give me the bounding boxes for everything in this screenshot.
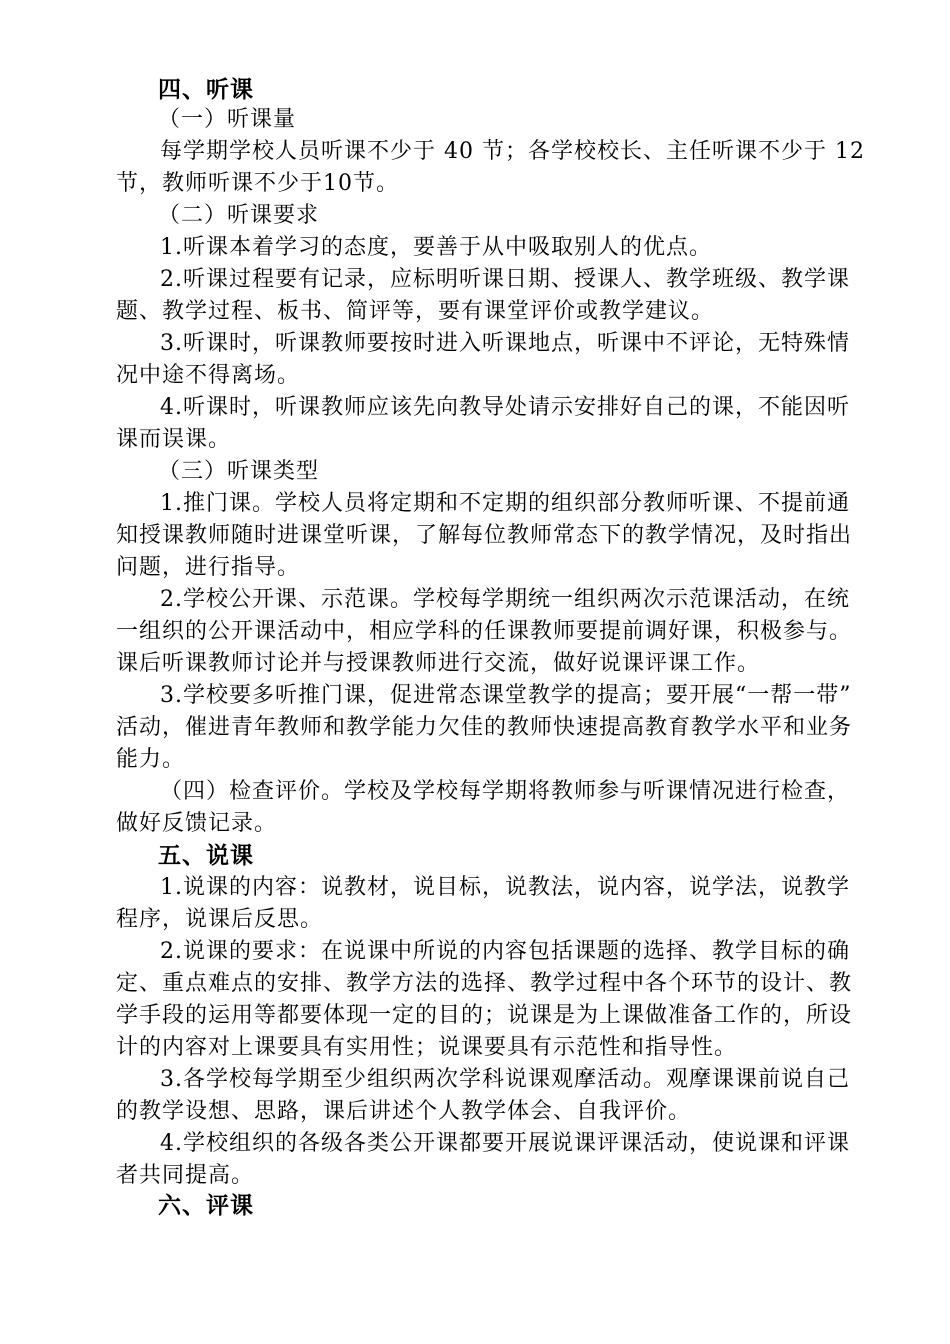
text-line: （三）听课类型 [158,459,320,484]
text-line: 课后听课教师讨论并与授课教师进行交流，做好说课评课工作。 [116,651,761,676]
text-line: 1.说课的内容：说教材，说目标，说教法，说内容，说学法，说教学 [160,875,850,900]
text-line: 问题，进行指导。 [116,555,301,580]
text-line: 能力。 [116,747,186,772]
text-line: 3.听课时，听课教师要按时进入听课地点，听课中不评论，无特殊情 [160,331,850,356]
text-line: 题、教学过程、板书、简评等，要有课堂评价或教学建议。 [116,299,715,324]
text-line: 做好反馈记录。 [116,811,278,836]
text-line: 的教学设想、思路，课后讲述个人教学体会、自我评价。 [116,1099,692,1124]
text-line: 2.学校公开课、示范课。学校每学期统一组织两次示范课活动，在统 [160,587,850,612]
text-line: （四）检查评价。学校及学校每学期将教师参与听课情况进行检查， [160,779,851,804]
text-line: 节，教师听课不少于10节。 [116,171,399,196]
text-line: 课而误课。 [116,427,232,452]
text-line: 程序，说课后反思。 [116,907,324,932]
text-line: 1.听课本着学习的态度，要善于从中吸取别人的优点。 [160,235,712,260]
text-line: 4.听课时，听课教师应该先向教导处请示安排好自己的课，不能因听 [160,395,850,420]
text-line: （二）听课要求 [158,203,320,228]
text-line: 每学期学校人员听课不少于 40 节；各学校校长、主任听课不少于 12 [160,139,865,164]
text-line: 一组织的公开课活动中，相应学科的任课教师要提前调好课，积极参与。 [116,619,853,644]
section-heading: 四、听课 [158,76,254,103]
text-line: 4.学校组织的各级各类公开课都要开展说课评课活动，使说课和评课 [160,1131,850,1156]
text-line: 况中途不得离场。 [116,363,301,388]
text-line: 3.学校要多听推门课，促进常态课堂教学的提高；要开展“一帮一带” [160,683,852,708]
text-line: 3.各学校每学期至少组织两次学科说课观摩活动。观摩课课前说自己 [160,1067,850,1092]
text-line: 活动，催进青年教师和教学能力欠佳的教师快速提高教育教学水平和业务 [116,715,853,740]
text-line: 定、重点难点的安排、教学方法的选择、教学过程中各个环节的设计、教 [116,971,853,996]
text-line: 2.说课的要求：在说课中所说的内容包括课题的选择、教学目标的确 [160,939,850,964]
text-line: （一）听课量 [158,107,297,132]
section-heading: 五、说课 [158,842,254,869]
text-line: 者共同提高。 [116,1163,255,1188]
text-line: 2.听课过程要有记录，应标明听课日期、授课人、教学班级、教学课 [160,267,850,292]
text-line: 计的内容对上课要具有实用性；说课要具有示范性和指导性。 [116,1035,738,1060]
text-line: 知授课教师随时进课堂听课，了解每位教师常态下的教学情况，及时指出 [116,523,853,548]
text-line: 1.推门课。学校人员将定期和不定期的组织部分教师听课、不提前通 [160,491,850,516]
section-heading: 六、评课 [158,1192,254,1219]
text-line: 学手段的运用等都要体现一定的目的；说课是为上课做准备工作的，所设 [116,1003,853,1028]
